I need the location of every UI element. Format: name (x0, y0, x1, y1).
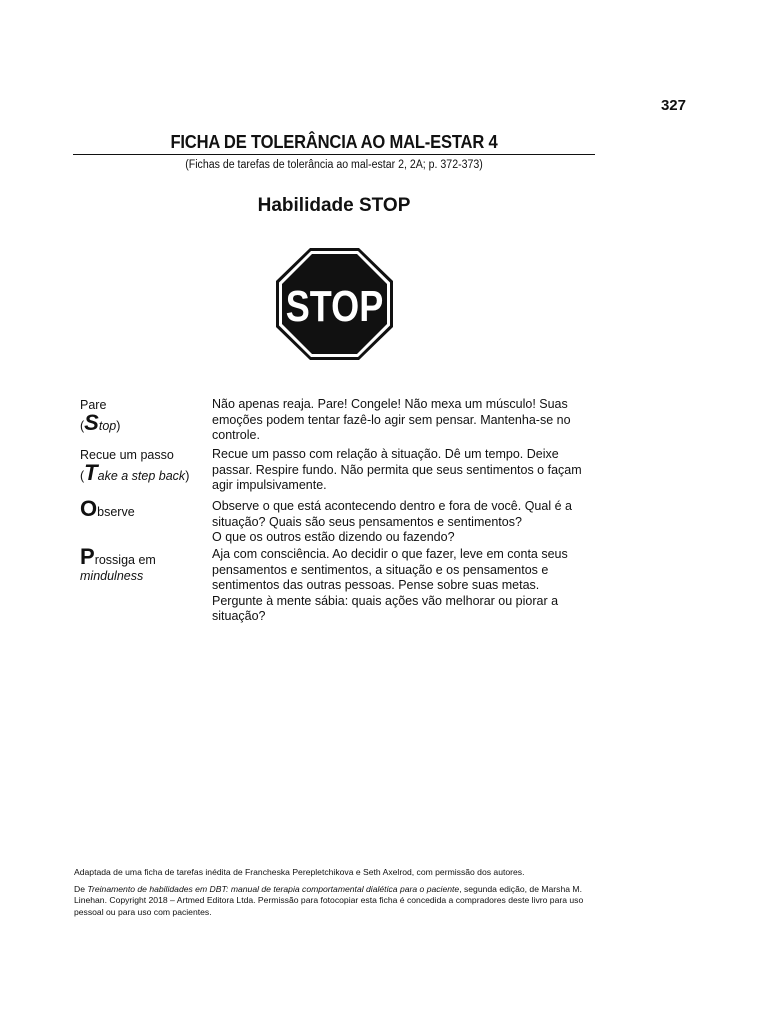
paren-close: ) (116, 419, 121, 433)
row-description: Aja com consciência. Ao decidir o que fazer, leve em conta seus pensamentos e sentimentos, a situação e os pensamentos e sentimentos das outras pessoas. Pense sobre suas metas. Pergunte à mente sábia: quais ações vão melhorar ou piorar a situação? (212, 547, 568, 623)
acronym-rest: ake a step back (97, 469, 186, 483)
description-line: O que os outros estão dizendo ou fazendo? (212, 530, 455, 544)
footer-copyright (74, 884, 598, 918)
label-acronym (80, 496, 212, 521)
label-line: Pare (80, 398, 107, 412)
skill-heading: Habilidade STOP (257, 195, 411, 216)
paren-open: ( (80, 419, 85, 433)
footer-rest: , segunda edição, de Marsha M. Linehan. Copyright 2018 – Artmed Editora Ltda. Permissão para fotocopiar esta ficha é concedida a compradores deste livro para uso pessoal ou para uso com pacientes. (74, 884, 584, 917)
row-stop (80, 397, 590, 447)
acronym-letter: P (80, 544, 95, 569)
label-acronym (80, 544, 212, 569)
footer-credit: Adaptada de uma ficha de tarefas inédita de Francheska Perepletchikova e Seth Axelrod, com permissão dos autores. (74, 867, 525, 877)
row-description: Não apenas reaja. Pare! Congele! Não mexa um músculo! Suas emoções podem tentar fazê-lo agir sem pensar. Mantenha-se no controle. (212, 397, 571, 442)
label-acronym (80, 410, 212, 435)
paren-open: ( (80, 469, 85, 483)
page-number: 327 (660, 97, 686, 114)
paren-close: ) (185, 469, 190, 483)
stop-sign-text: STOP (285, 281, 384, 331)
stop-skill-table (80, 397, 590, 623)
label-line: Recue um passo (80, 448, 174, 462)
label-line: mindulness (80, 569, 144, 583)
acronym-rest: top (98, 419, 117, 433)
row-label (80, 496, 212, 547)
row-description: Recue um passo com relação à situação. Dê um tempo. Deixe passar. Respire fundo. Não permita que seus sentimentos o façam agir impulsivamente. (212, 447, 582, 492)
footer-prefix: De (74, 884, 88, 894)
title-divider (73, 154, 595, 155)
acronym-rest: rossiga em (94, 553, 156, 567)
acronym-letter: T (84, 460, 98, 485)
acronym-rest: bserve (97, 505, 135, 519)
acronym-letter: O (80, 496, 98, 521)
sheet-subtitle: (Fichas de tarefas de tolerância ao mal-estar 2, 2A; p. 372-373) (185, 159, 483, 171)
row-observe (80, 496, 590, 547)
description-line: Observe o que está acontecendo dentro e fora de você. Qual é a situação? Quais são seus pensamentos e sentimentos? (212, 499, 572, 529)
stop-sign-icon (275, 247, 394, 361)
acronym-letter: S (84, 410, 99, 435)
row-take-a-step-back (80, 447, 590, 499)
footer-book-title: Treinamento de habilidades em DBT: manual de terapia comportamental dialética para o paciente (87, 884, 460, 894)
row-description (212, 499, 590, 547)
sheet-title: FICHA DE TOLERÂNCIA AO MAL-ESTAR 4 (170, 132, 498, 152)
row-label (80, 544, 212, 617)
label-acronym (80, 460, 212, 485)
row-proceed-mindfully (80, 544, 590, 623)
row-label (80, 397, 212, 447)
row-label (80, 447, 212, 499)
